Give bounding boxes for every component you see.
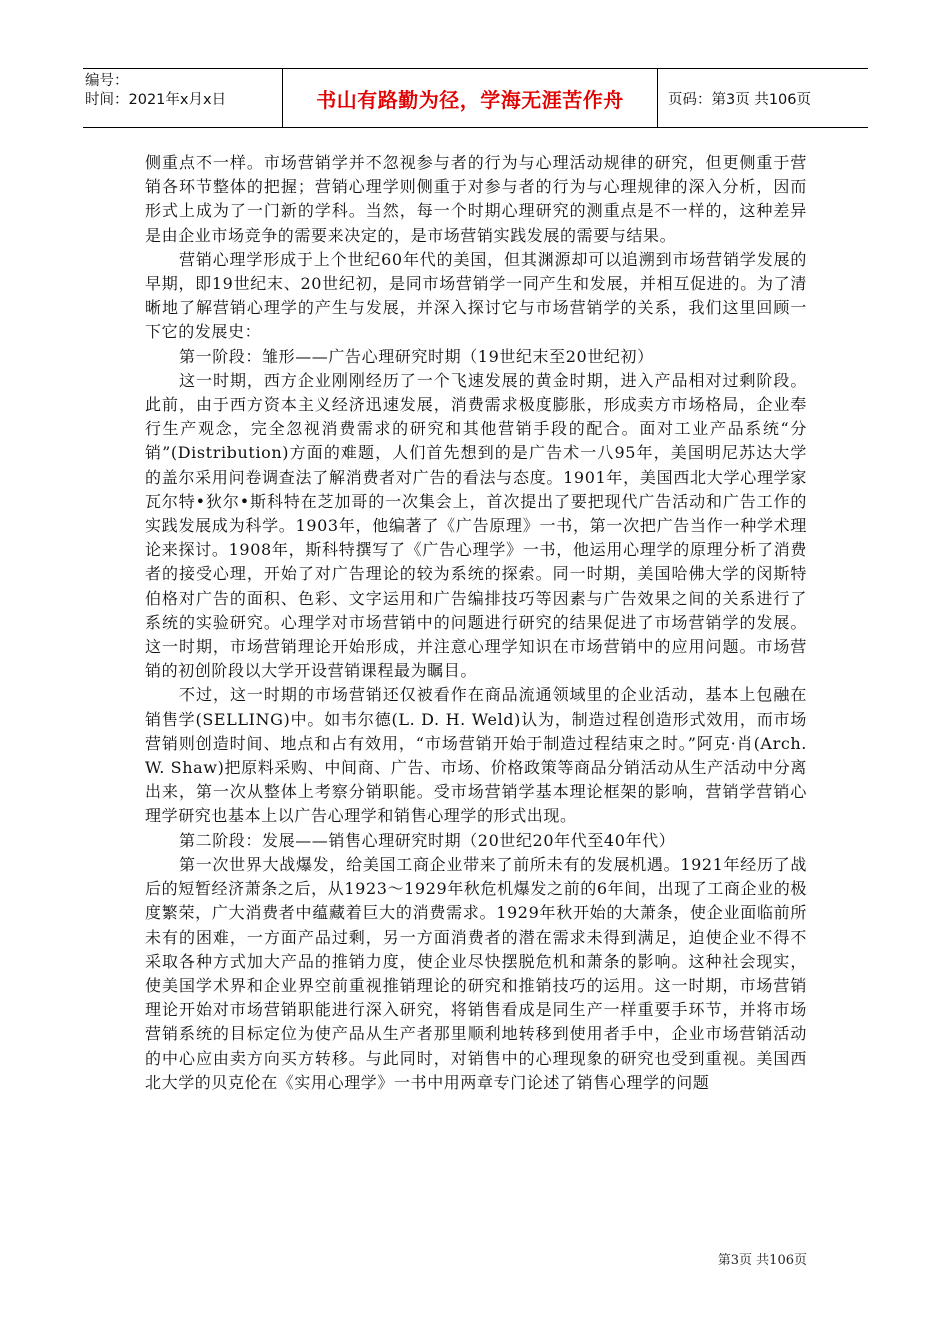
header-motto: 书山有路勤为径，学海无涯苦作舟	[283, 69, 658, 127]
header-number-label: 编号：	[85, 73, 129, 89]
paragraph-3: 这一时期，西方企业刚刚经历了一个飞速发展的黄金时期，进入产品相对过剩阶段。此前，由于西方资本主义经济迅速发展，消费需求极度膨胀，形成卖方市场格局，企业奉行生产观念，完全忽视消费需求的研究和其他营销手段的配合。面对工业产品系统“分销”(Distribution)方面的难题，人们首先想到的是广告术一八95年，美国明尼苏达大学的盖尔采用问卷调查法了解消费者对广告的看法与态度。1901年，美国西北大学心理学家瓦尔特•狄尔•斯科特在芝加哥的一次集会上，首次提出了要把现代广告活动和广告工作的实践发展成为科学。1903年，他编著了《广告原理》一书，第一次把广告当作一种学术理论来探讨。1908年，斯科特撰写了《广告心理学》一书，他运用心理学的原理分析了消费者的接受心理，开始了对广告理论的较为系统的探索。同一时期，美国哈佛大学的闵斯特伯格对广告的面积、色彩、文字运用和广告编排技巧等因素与广告效果之间的关系进行了系统的实验研究。心理学对市场营销中的问题进行研究的结果促进了市场营销学的发展。这一时期，市场营销理论开始形成，并注意心理学知识在市场营销中的应用问题。市场营销的初创阶段以大学开设营销课程最为瞩目。	[145, 370, 807, 681]
paragraph-1: 侧重点不一样。市场营销学并不忽视参与者的行为与心理活动规律的研究，但更侧重于营销各环节整体的把握；营销心理学则侧重于对参与者的行为与心理规律的深入分析，因而形式上成为了一门新的学科。当然，每一个时期心理研究的测重点是不一样的，这种差异是由企业市场竞争的需要来决定的，是市场营销实践发展的需要与结果。	[145, 153, 807, 245]
document-body	[145, 151, 807, 1095]
header-meta	[83, 69, 283, 127]
page-header	[83, 68, 868, 128]
paragraph-2: 营销心理学形成于上个世纪60年代的美国，但其渊源却可以追溯到市场营销学发展的早期，即19世纪末、20世纪初，是同市场营销学一同产生和发展，并相互促进的。为了清晰地了解营销心理学的产生与发展，并深入探讨它与市场营销学的关系，我们这里回顾一下它的发展史：	[145, 249, 807, 342]
page-footer: 第3页 共106页	[717, 1253, 807, 1268]
section-heading-stage-2: 第二阶段：发展——销售心理研究时期（20世纪20年代至40年代）	[179, 830, 676, 850]
header-time-label: 时间：2021年x月x日	[85, 92, 227, 108]
paragraph-4: 不过，这一时期的市场营销还仅被看作在商品流通领域里的企业活动，基本上包融在销售学(SELLING)中。如韦尔德(L. D. H. Weld)认为，制造过程创造形式效用，而市场营销则创造时间、地点和占有效用，“市场营销开始于制造过程结束之时。”阿克·肖(Arch. W. Shaw)把原料采购、中间商、广告、市场、价格政策等商品分销活动从生产活动中分离出来，第一次从整体上考察分销职能。受市场营销学基本理论框架的影响，营销学营销心理学研究也基本上以广告心理学和销售心理学的形式出现。	[145, 685, 807, 826]
section-heading-stage-1: 第一阶段：雏形——广告心理研究时期（19世纪末至20世纪初）	[179, 346, 654, 366]
header-page-code: 页码：第3页 共106页	[668, 91, 812, 108]
paragraph-5: 第一次世界大战爆发，给美国工商企业带来了前所未有的发展机遇。1921年经历了战后的短暂经济萧条之后，从1923～1929年秋危机爆发之前的6年间，出现了工商企业的极度繁荣，广大消费者中蕴藏着巨大的消费需求。1929年秋开始的大萧条，使企业面临前所未有的困难，一方面产品过剩，另一方面消费者的潜在需求未得到满足，迫使企业不得不采取各种方式加大产品的推销力度，使企业尽快摆脱危机和萧条的影响。这种社会现实，使美国学术界和企业界空前重视推销理论的研究和推销技巧的运用。这一时期，市场营销理论开始对市场营销职能进行深入研究，将销售看成是同生产一样重要手环节，并将市场营销系统的目标定位为使产品从生产者那里顺利地转移到使用者手中，企业市场营销活动的中心应由卖方向买方转移。与此同时，对销售中的心理现象的研究也受到重视。美国西北大学的贝克伦在《实用心理学》一书中用两章专门论述了销售心理学的问题	[145, 854, 807, 1092]
